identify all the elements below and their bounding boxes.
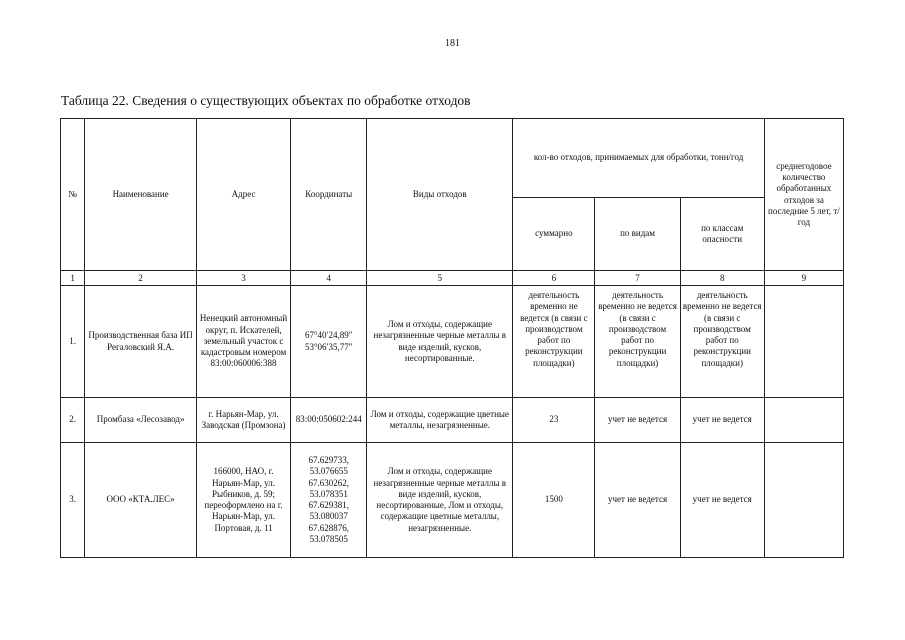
header-coordinates: Координаты — [291, 119, 367, 271]
column-number: 3 — [196, 271, 290, 286]
row-total: 1500 — [513, 443, 595, 558]
column-number: 4 — [291, 271, 367, 286]
table-row — [61, 398, 844, 443]
row-address: Ненецкий автономный округ, п. Искателей, земельный участок с кадастровым номером 83:00:060006:388 — [196, 286, 290, 398]
row-by-hazard: учет не ведется — [680, 398, 764, 443]
table-row — [61, 443, 844, 558]
row-name: Промбаза «Лесозавод» — [85, 398, 197, 443]
table-row — [61, 286, 844, 398]
header-total: суммарно — [513, 198, 595, 271]
row-by-types: учет не ведется — [595, 443, 680, 558]
column-number: 1 — [61, 271, 85, 286]
row-avg-processed — [764, 286, 843, 398]
header-by-types: по видам — [595, 198, 680, 271]
column-number: 2 — [85, 271, 197, 286]
header-row — [61, 119, 844, 198]
row-by-types: деятельность временно не ведется (в связи с производством работ по реконструкции площадки) — [595, 286, 680, 398]
header-address: Адрес — [196, 119, 290, 271]
row-coordinates: 67.629733, 53.076655 67.630262, 53.078351 67.629381, 53.080037 67.628876, 53.078505 — [291, 443, 367, 558]
row-coordinates: 83:00:050602:244 — [291, 398, 367, 443]
page-number: 181 — [445, 38, 460, 49]
row-by-hazard: деятельность временно не ведется (в связи с производством работ по реконструкции площадки) — [680, 286, 764, 398]
row-by-types: учет не ведется — [595, 398, 680, 443]
row-name: Производственная база ИП Регаловский Я.А. — [85, 286, 197, 398]
row-address: г. Нарьян-Мар, ул. Заводская (Промзона) — [196, 398, 290, 443]
row-coordinates: 67°40′24,89″ 53°06′35,77″ — [291, 286, 367, 398]
row-name: ООО «КТА.ЛЕС» — [85, 443, 197, 558]
row-waste-types: Лом и отходы, содержащие цветные металлы, незагрязненные. — [367, 398, 513, 443]
table-caption: Таблица 22. Сведения о существующих объектах по обработке отходов — [61, 93, 471, 108]
row-avg-processed — [764, 398, 843, 443]
row-waste-types: Лом и отходы, содержащие незагрязненные черные металлы в виде изделий, кусков, несортированные, Лом и отходы, содержащие цветные металлы, незагрязненные. — [367, 443, 513, 558]
row-by-hazard: учет не ведется — [680, 443, 764, 558]
column-number: 5 — [367, 271, 513, 286]
column-number: 6 — [513, 271, 595, 286]
row-address: 166000, НАО, г. Нарьян-Мар, ул. Рыбников, д. 59; переоформлено на г. Нарьян-Мар, ул. Портовая, д. 11 — [196, 443, 290, 558]
column-number: 9 — [764, 271, 843, 286]
row-avg-processed — [764, 443, 843, 558]
row-waste-types: Лом и отходы, содержащие незагрязненные черные металлы в виде изделий, кусков, несортированные. — [367, 286, 513, 398]
row-num: 3. — [61, 443, 85, 558]
row-num: 1. — [61, 286, 85, 398]
header-waste-types: Виды отходов — [367, 119, 513, 271]
header-by-hazard: по классам опасности — [680, 198, 764, 271]
waste-facilities-table — [60, 118, 844, 558]
row-total: деятельность временно не ведется (в связи с производством работ по реконструкции площадки) — [513, 286, 595, 398]
header-name: Наименование — [85, 119, 197, 271]
header-num: № — [61, 119, 85, 271]
header-accepted-group: кол-во отходов, принимаемых для обработки, тонн/год — [513, 119, 765, 198]
header-avg-processed: среднегодовое количество обработанных отходов за последние 5 лет, т/год — [764, 119, 843, 271]
row-num: 2. — [61, 398, 85, 443]
column-number: 7 — [595, 271, 680, 286]
column-number: 8 — [680, 271, 764, 286]
column-numbers-row — [61, 271, 844, 286]
row-total: 23 — [513, 398, 595, 443]
